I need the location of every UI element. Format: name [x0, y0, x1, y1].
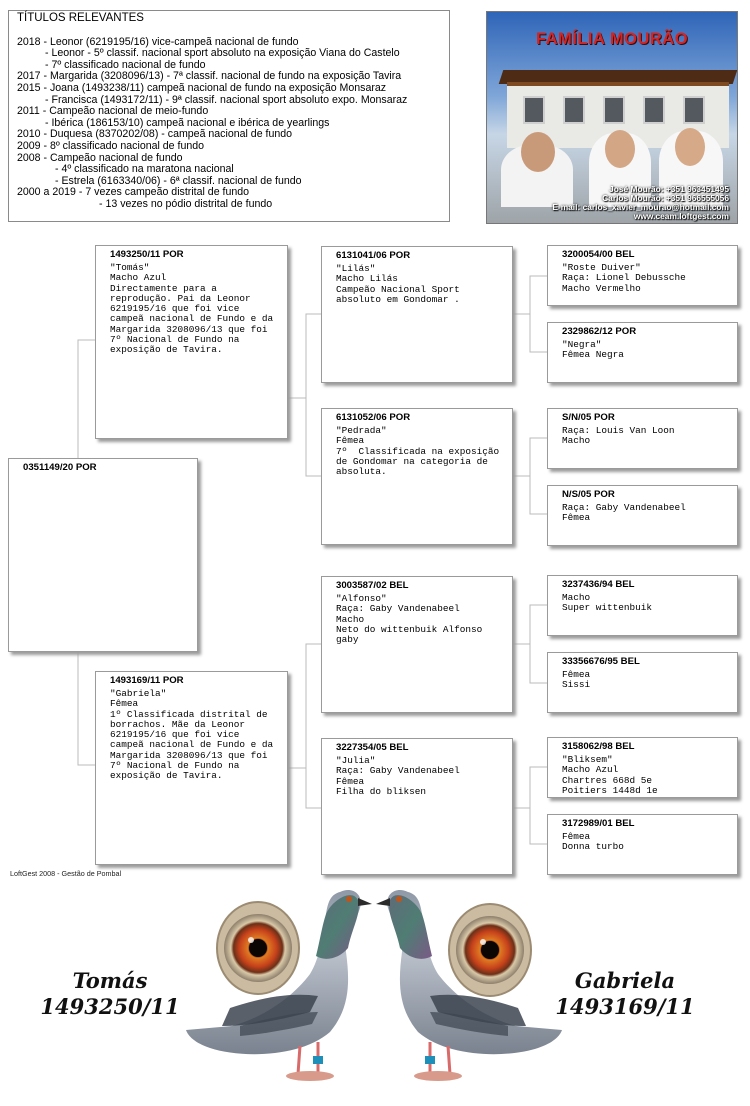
- pigeon-right-ring: 1493169/11: [555, 994, 695, 1019]
- ring-number: 6131041/06 POR: [336, 250, 411, 261]
- connector-line: [306, 398, 321, 476]
- ring-number: 1493250/11 POR: [110, 249, 184, 260]
- pedigree-box-dam: [95, 671, 288, 865]
- bird-details: Raça: Gaby Vandenabeel Fêmea: [562, 502, 686, 524]
- bird-details: "Alfonso" Raça: Gaby Vandenabeel Macho Neto do wittenbuik Alfonso gaby: [336, 593, 483, 646]
- eye-left-icon: [217, 902, 299, 994]
- title-line: - Ibérica (186153/10) campeã nacional e ibérica de yearlings: [45, 116, 330, 129]
- bird-details: "Tomás" Macho Azul Directamente para a reprodução. Pai da Leonor 6219195/16 que foi vice campeã nacional de Fundo e da Margarida 3208096/13 que foi 7º Nacional de Fundo na exposição de Tavira.: [110, 262, 274, 356]
- pedigree-box-sd-dam: [547, 485, 738, 546]
- connector-line: [530, 314, 547, 352]
- connector-line: [78, 340, 95, 458]
- ring-number: 3237436/94 BEL: [562, 579, 635, 590]
- pigeon-right-name: Gabriela: [574, 968, 676, 993]
- pedigree-box-ds-sire: [547, 575, 738, 636]
- contact-line: www.ceam.loftgest.com: [633, 211, 729, 221]
- titles-heading: TÍTULOS RELEVANTES: [17, 12, 144, 24]
- title-line: - 7º classificado nacional de fundo: [45, 58, 206, 71]
- ring-number: S/N/05 POR: [562, 412, 615, 423]
- title-line: 2011 - Campeão nacional de meio-fundo: [17, 105, 209, 118]
- contact-line: José Mourão: +351 963451495: [609, 184, 729, 194]
- bird-details: "Pedrada" Fêmea 7º Classificada na exposição de Gondomar na categoria de absoluta.: [336, 425, 500, 478]
- connector-line: [513, 605, 547, 644]
- connector-line: [530, 476, 547, 514]
- ring-number: 3172989/01 BEL: [562, 818, 635, 829]
- title-line: 2015 - Joana (1493238/11) campeã nacional de fundo na exposição Monsaraz: [17, 81, 387, 94]
- pigeon-left-name: Tomás: [72, 968, 148, 993]
- bird-details: "Julia" Raça: Gaby Vandenabeel Fêmea Filha do bliksen: [336, 755, 460, 797]
- ring-number: 3003587/02 BEL: [336, 580, 409, 591]
- contact-line: Carlos Mourão: +351 966555056: [602, 193, 729, 203]
- bird-details: "Roste Duiver" Raça: Lionel Debussche Macho Vermelho: [562, 262, 686, 294]
- title-line: - 13 vezes no pódio distrital de fundo: [99, 197, 273, 210]
- connector-line: [513, 438, 547, 476]
- bird-details: "Lilás" Macho Lilás Campeão Nacional Sport absoluto em Gondomar .: [336, 263, 460, 305]
- title-line: 2008 - Campeão nacional de fundo: [17, 151, 183, 164]
- connector-line: [78, 652, 95, 765]
- pedigree-box-ss-sire: [547, 245, 738, 306]
- connector-line: [288, 314, 321, 398]
- bird-details: "Negra" Fêmea Negra: [562, 339, 624, 361]
- pedigree-box-sire-dam: [321, 408, 513, 545]
- ring-number: 2329862/12 POR: [562, 326, 637, 337]
- ring-number: 3200054/00 BEL: [562, 249, 635, 260]
- title-line: - Leonor - 5º classif. nacional sport absoluto na exposição Viana do Castelo: [45, 47, 400, 60]
- connector-line: [513, 767, 547, 808]
- connector-line: [513, 276, 547, 314]
- family-title: FAMÍLIA MOURÃO: [535, 30, 689, 48]
- title-line: 2017 - Margarida (3208096/13) - 7ª classif. nacional de fundo na exposição Tavira: [17, 70, 402, 83]
- ring-number: 1493169/11 POR: [110, 675, 184, 686]
- ring-number: 33356676/95 BEL: [562, 656, 640, 667]
- eye-right-icon: [449, 904, 531, 996]
- bird-details: "Gabriela" Fêmea 1º Classificada distrital de borrachos. Mãe da Leonor 6219195/16 que foi vice campeã nacional de Fundo e da Margarida 3208096/13 que foi 7º Nacional de Fundo na exposição de Tavira.: [110, 688, 274, 782]
- connector-line: [530, 808, 547, 844]
- pedigree-box-subject: [8, 458, 198, 652]
- ring-number: 3227354/05 BEL: [336, 742, 409, 753]
- pedigree-box-sire: [95, 245, 288, 439]
- ring-number: 6131052/06 POR: [336, 412, 411, 423]
- title-line: - Francisca (1493172/11) - 9ª classif. nacional sport absoluto expo. Monsaraz: [45, 93, 408, 106]
- contact-line: E-mail: carlos_xavier_mourao@hotmail.com: [552, 202, 729, 212]
- connector-line: [530, 644, 547, 683]
- ring-number: 0351149/20 POR: [23, 462, 97, 473]
- footer-credit: LoftGest 2008 - Gestão de Pombal: [10, 869, 122, 878]
- pedigree-box-sire-sire: [321, 246, 513, 383]
- pigeon-right-label: [545, 968, 705, 1020]
- title-line: 2018 - Leonor (6219195/16) vice-campeã nacional de fundo: [17, 35, 299, 48]
- bird-details: Fêmea Donna turbo: [562, 831, 624, 853]
- bird-details: "Bliksem" Macho Azul Chartres 668d 5e Poitiers 1448d 1e: [562, 754, 658, 796]
- title-line: 2000 a 2019 - 7 vezes campeão distrital de fundo: [17, 186, 250, 199]
- pedigree-box-ss-dam: [547, 322, 738, 383]
- ring-number: 3158062/98 BEL: [562, 741, 635, 752]
- bird-details: Macho Super wittenbuik: [562, 592, 653, 614]
- pedigree-box-dam-sire: [321, 576, 513, 713]
- title-line: 2010 - Duquesa (8370202/08) - campeã nacional de fundo: [17, 128, 293, 141]
- title-line: 2009 - 8º classificado nacional de fundo: [17, 139, 205, 152]
- pedigree-box-dd-dam: [547, 814, 738, 875]
- pigeon-left-label: [30, 968, 190, 1020]
- pigeon-left-ring: 1493250/11: [40, 994, 180, 1019]
- pedigree-box-ds-dam: [547, 652, 738, 713]
- pedigree-box-dam-dam: [321, 738, 513, 875]
- bird-details: Raça: Louis Van Loon Macho: [562, 425, 675, 447]
- title-line: - Estrela (6163340/06) - 6ª classif. nacional de fundo: [55, 174, 302, 187]
- title-line: - 4º classificado na maratona nacional: [55, 163, 234, 176]
- bird-details: Fêmea Sissi: [562, 669, 591, 691]
- pedigree-box-sd-sire: [547, 408, 738, 469]
- connector-line: [306, 768, 321, 808]
- pedigree-box-dd-sire: [547, 737, 738, 798]
- ring-number: N/S/05 POR: [562, 489, 615, 500]
- connector-line: [288, 644, 321, 768]
